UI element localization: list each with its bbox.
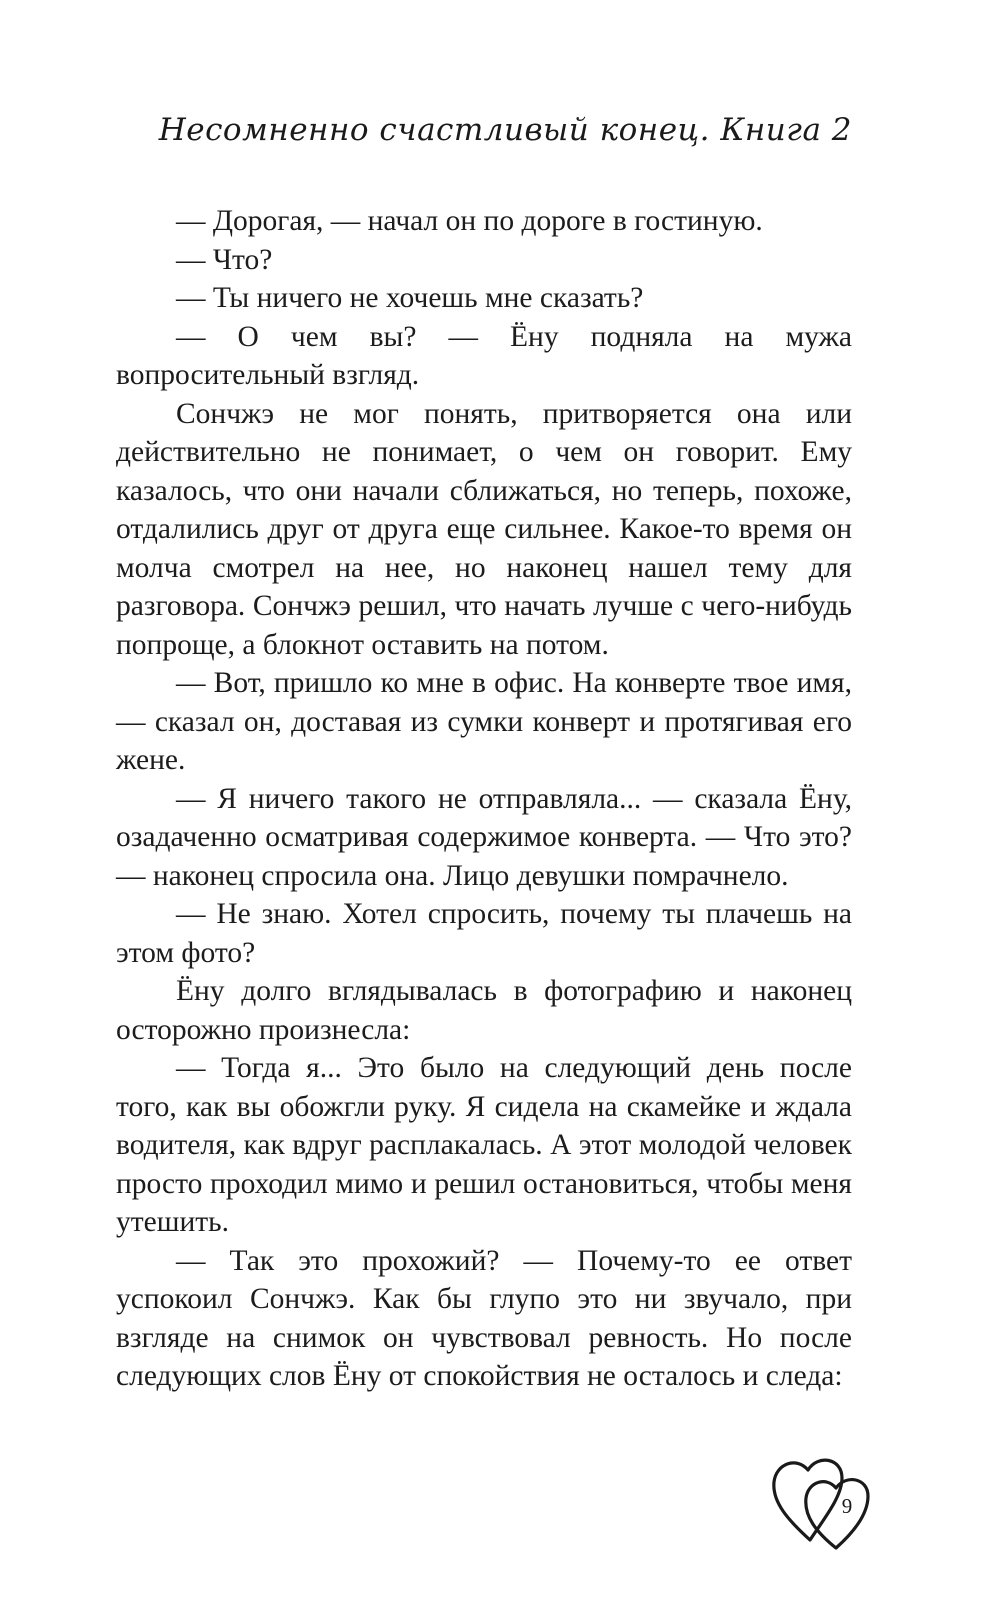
running-title: Несомненно счастливый конец. Книга 2 [158, 112, 852, 148]
paragraph: — Что? [176, 243, 273, 276]
paragraph: Ёну долго вглядывалась в фотографию и наконец осторожно произнесла: [116, 975, 852, 1046]
paragraph: — Вот, пришло ко мне в офис. На конверте твое имя, — сказал он, доставая из сумки конверт и протягивая его жене. [116, 667, 852, 776]
paragraph: — Тогда я... Это было на следующий день после того, как вы обожгли руку. Я сидела на скамейке и ждала водителя, как вдруг расплакалась. А этот молодой человек просто проходил мимо и решил остановиться, чтобы меня утешить. [116, 1052, 852, 1238]
page-number: 9 [841, 1494, 853, 1518]
paragraph: — Я ничего такого не отправляла... — сказала Ёну, озадаченно осматривая содержимое конверта. — Что это? — наконец спросила она. Лицо девушки помрачнело. [116, 782, 852, 892]
paragraph: — Не знаю. Хотел спросить, почему ты плачешь на этом фото? [116, 898, 852, 969]
paragraph: — Дорогая, — начал он по дороге в гостиную. [176, 205, 763, 237]
double-heart-icon [770, 1440, 890, 1552]
page-body [116, 202, 852, 1396]
paragraph: — Так это прохожий? — Почему-то ее ответ успокоил Сончжэ. Как бы глупо это ни звучало, при взгляде на снимок он чувствовал ревность. Но после следующих слов Ёну от спокойствия не осталось и следа: [116, 1244, 852, 1392]
paragraph: — О чем вы? — Ёну подняла на мужа вопросительный взгляд. [116, 320, 852, 391]
paragraph: — Ты ничего не хочешь мне сказать? [176, 282, 644, 314]
paragraph: Сончжэ не мог понять, притворяется она или действительно не понимает, о чем он говорит. Ему казалось, что они начали сближаться, но теперь, похоже, отдалились друг от друга еще сильнее. Какое-то время он молча смотрел на нее, но наконец нашел тему для разговора. Сончжэ решил, что начать лучше с чего-нибудь попроще, а блокнот оставить на потом. [116, 397, 852, 661]
